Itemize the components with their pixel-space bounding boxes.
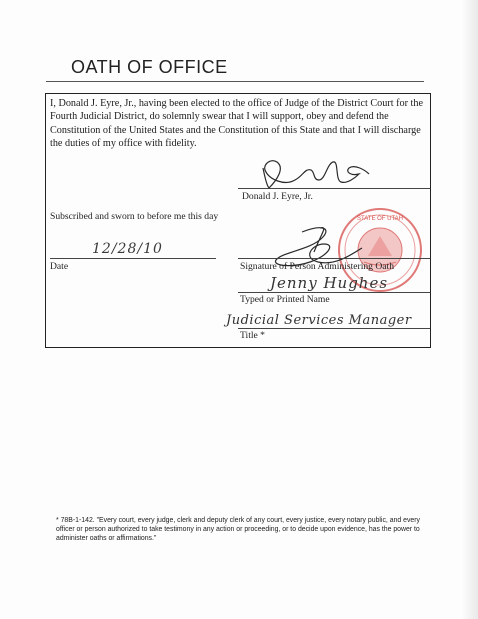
- title-divider: [46, 81, 424, 82]
- title-label: Title *: [240, 330, 265, 341]
- date-value-handwritten: 12/28/10: [92, 241, 163, 257]
- title-handwritten: Judicial Services Manager: [226, 313, 412, 328]
- typed-name-handwritten: Jenny Hughes: [270, 274, 389, 292]
- subscribed-text: Subscribed and sworn to before me this day: [50, 211, 219, 222]
- affiant-signature-line: [238, 188, 430, 189]
- oath-statement: I, Donald J. Eyre, Jr., having been elected to the office of Judge of the District Court for the Fourth Judicial District, do solemnly swear that I will support, obey and defend the Constitution of the United States and the Constitution of this State and that I will discharge the duties of my office with fidelity.: [50, 98, 423, 150]
- administrator-signature-line: [238, 258, 430, 259]
- affiant-name: Donald J. Eyre, Jr.: [242, 191, 313, 202]
- page-edge-shadow: [460, 0, 478, 619]
- typed-name-line: [238, 292, 430, 293]
- typed-name-label: Typed or Printed Name: [240, 294, 330, 305]
- administrator-signature-label: Signature of Person Administering Oath: [240, 261, 395, 272]
- date-label: Date: [50, 261, 69, 272]
- title-line: [238, 328, 430, 329]
- date-line: [50, 258, 216, 259]
- seal-lettering: STATE OF UTAH: [357, 216, 403, 222]
- statute-footnote: * 78B-1-142. "Every court, every judge, clerk and deputy clerk of any court, every justice, every notary public, and every officer or person authorized to take testimony in any action or proceeding, or to decide upon evidence, has the power to administer oaths or affirmations.": [56, 517, 420, 543]
- page-title: OATH OF OFFICE: [71, 57, 228, 77]
